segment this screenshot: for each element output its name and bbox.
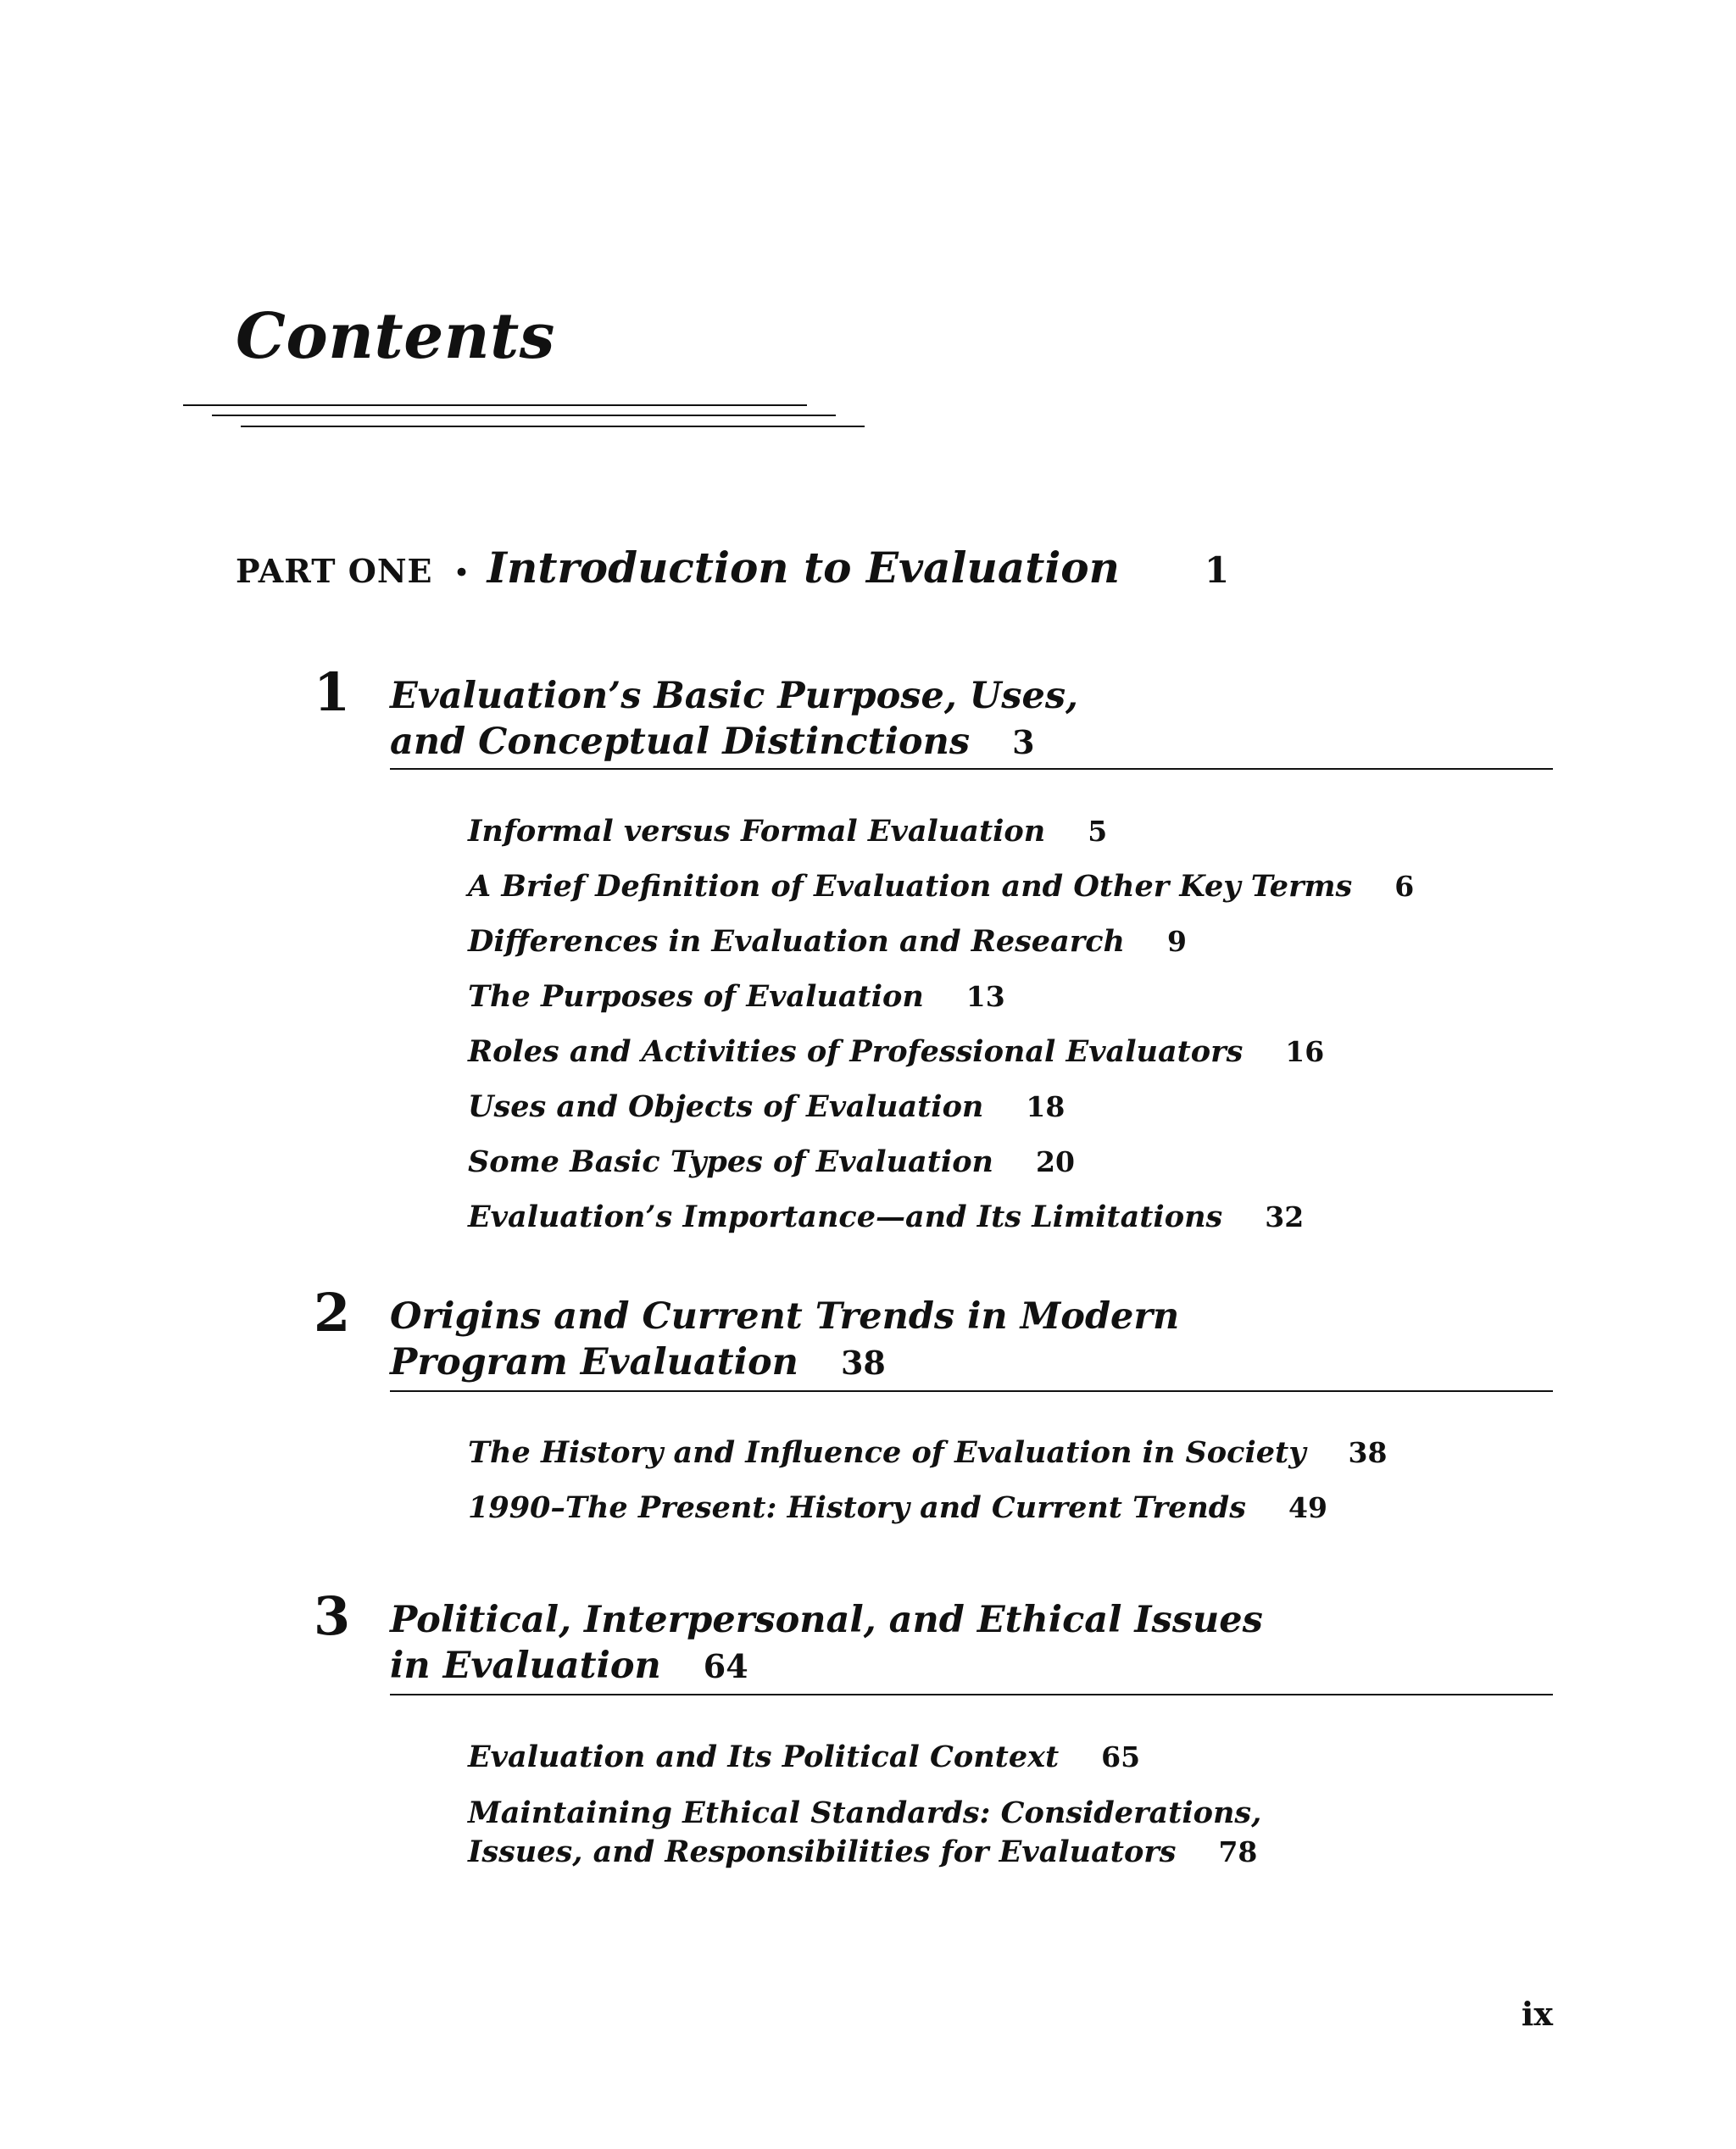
section-entry [468, 1738, 1140, 1777]
section-title: Some Basic Types of Evaluation [468, 1144, 993, 1179]
section-page-number: 49 [1288, 1491, 1327, 1524]
section-page-number: 18 [1026, 1090, 1066, 1123]
section-page-number: 5 [1088, 815, 1108, 848]
section-title: Uses and Objects of Evaluation [468, 1089, 984, 1124]
page-folio: ix [1521, 1995, 1553, 2033]
section-page-number: 13 [965, 980, 1005, 1013]
chapter-number: 3 [314, 1585, 351, 1647]
section-page-number: 9 [1166, 925, 1187, 958]
section-page-number: 6 [1394, 870, 1415, 903]
page-title: Contents [236, 300, 555, 373]
title-rule-2 [212, 415, 836, 416]
section-entry [468, 1088, 1065, 1127]
section-page-number: 78 [1218, 1835, 1258, 1868]
chapter-title-line-1: Origins and Current Trends in Modern [390, 1295, 1180, 1338]
part-label: PART ONE [236, 552, 433, 590]
section-entry [468, 1198, 1304, 1237]
part-bullet: • [453, 556, 470, 590]
section-title: Roles and Activities of Professional Evaluators [468, 1034, 1244, 1069]
section-title: 1990–The Present: History and Current Trends [468, 1490, 1246, 1525]
section-page-number: 20 [1036, 1145, 1075, 1178]
section-entry [468, 1033, 1324, 1072]
part-page-number: 1 [1205, 549, 1230, 591]
chapter-number: 1 [314, 661, 351, 723]
section-page-number: 38 [1348, 1436, 1388, 1469]
chapter-title-line-2-text: and Conceptual Distinctions [390, 721, 971, 763]
chapter-title [390, 1597, 1263, 1690]
section-entry [468, 977, 1005, 1016]
chapter-rule [390, 1390, 1553, 1392]
section-title-line-2: Issues, and Responsibilities for Evaluators [468, 1834, 1177, 1869]
part-title: Introduction to Evaluation [487, 543, 1121, 593]
section-title: Evaluation’s Importance—and Its Limitations [468, 1200, 1223, 1234]
chapter-title [390, 1294, 1179, 1386]
section-entry [468, 1143, 1075, 1182]
section-title-line-1: Maintaining Ethical Standards: Considerations, [468, 1795, 1262, 1830]
chapter-page-number: 64 [703, 1647, 748, 1685]
chapter-title-line-1: Political, Interpersonal, and Ethical Issues [390, 1599, 1263, 1641]
chapter-rule [390, 768, 1553, 770]
chapter-rule [390, 1694, 1553, 1695]
title-rule-1 [183, 404, 807, 406]
chapter-title-line-2 [390, 719, 1078, 766]
section-entry [468, 922, 1187, 961]
section-title: Differences in Evaluation and Research [468, 924, 1125, 959]
section-entry [468, 1794, 1261, 1872]
section-page-number: 32 [1265, 1200, 1305, 1233]
chapter-number: 2 [314, 1282, 351, 1344]
section-title: The Purposes of Evaluation [468, 979, 924, 1014]
chapter-page-number: 38 [840, 1344, 886, 1382]
section-entry [468, 812, 1107, 851]
chapter-title-line-2-text: in Evaluation [390, 1645, 661, 1687]
part-heading [236, 543, 1229, 593]
section-title: Informal versus Formal Evaluation [468, 814, 1046, 849]
section-page-number: 16 [1285, 1035, 1325, 1068]
section-title: Evaluation and Its Political Context [468, 1740, 1060, 1774]
section-title: A Brief Definition of Evaluation and Other Key Terms [468, 869, 1353, 904]
section-page-number: 65 [1101, 1740, 1141, 1773]
section-entry [468, 1489, 1327, 1528]
section-title-line-2-row [468, 1833, 1261, 1872]
chapter-title-line-1: Evaluation’s Basic Purpose, Uses, [390, 675, 1079, 717]
section-entry [468, 867, 1414, 906]
chapter-page-number: 3 [1012, 723, 1035, 761]
section-title: The History and Influence of Evaluation in Society [468, 1435, 1306, 1470]
chapter-title-line-2 [390, 1643, 1263, 1690]
title-rule-3 [241, 426, 865, 427]
chapter-title-line-2-text: Program Evaluation [390, 1341, 798, 1383]
chapter-title [390, 673, 1078, 766]
chapter-title-line-2 [390, 1339, 1179, 1386]
section-entry [468, 1434, 1387, 1473]
